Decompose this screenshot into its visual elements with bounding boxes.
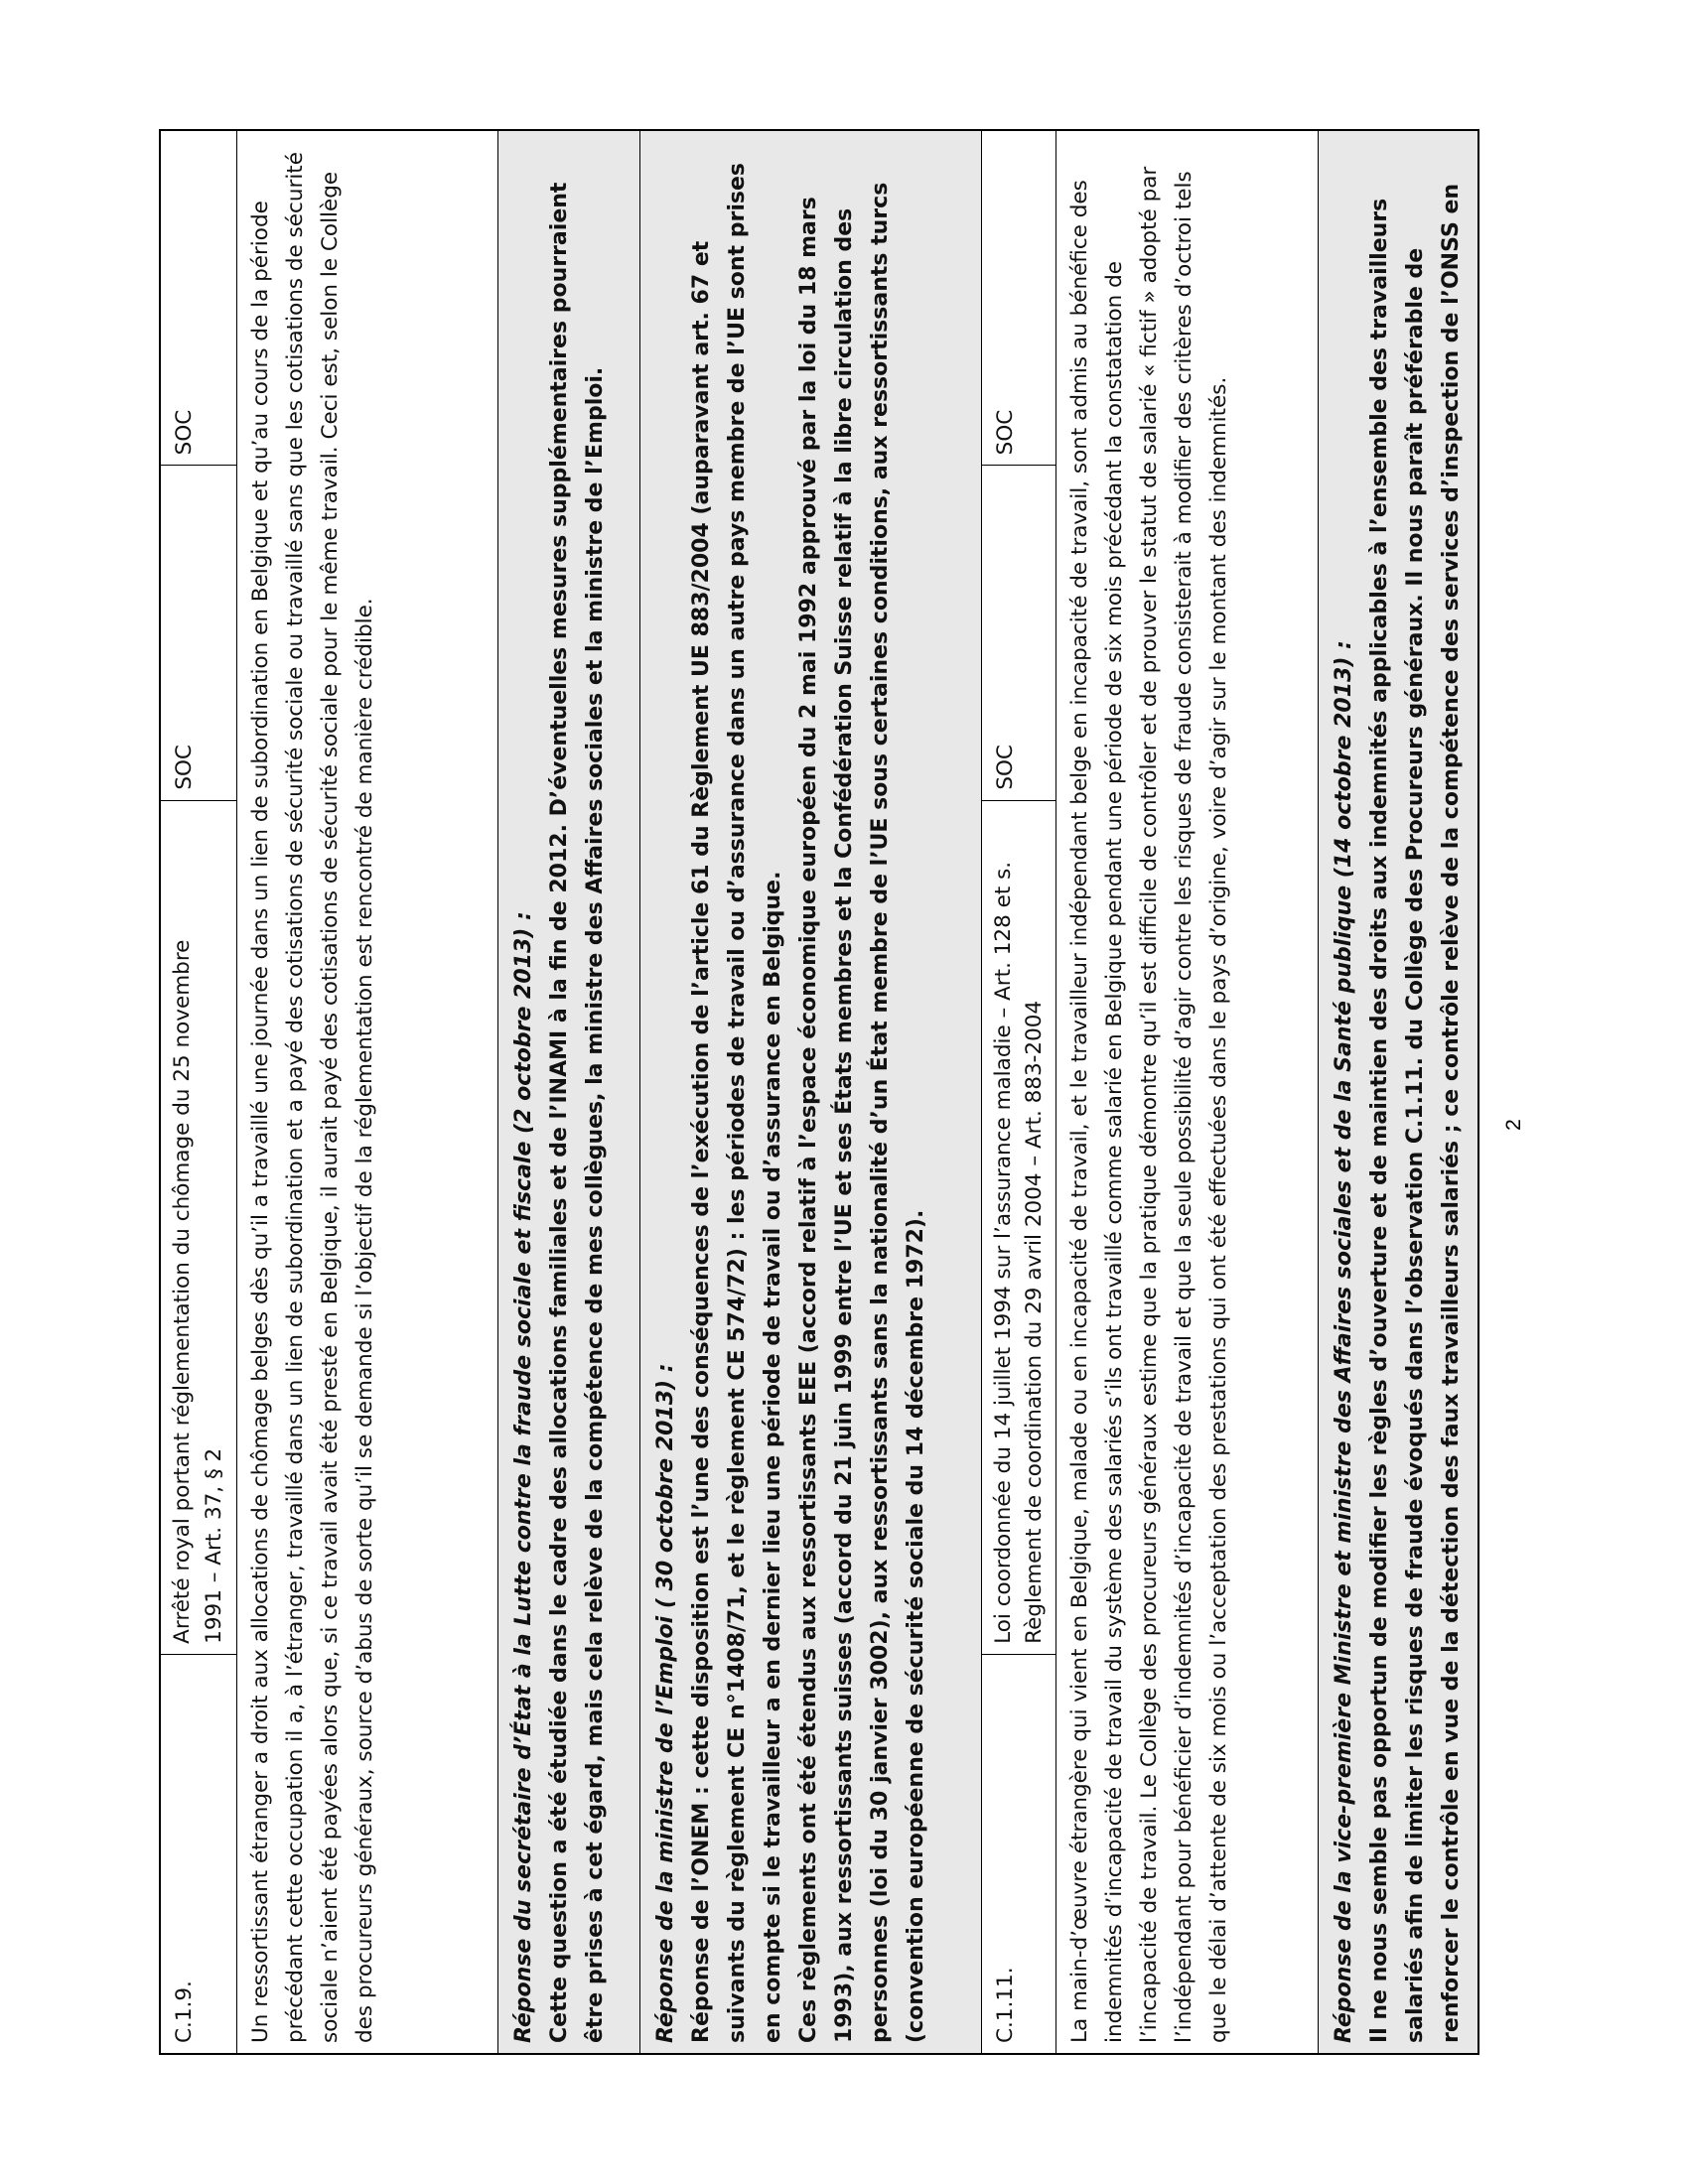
legal-reference: [161, 801, 236, 1655]
legal-reference-line: Règlement de coordination du 29 avril 2004 – Art. 883-2004: [1021, 1000, 1047, 1644]
legal-reference-line: 1991 – Art. 37, § 2: [202, 1447, 226, 1644]
response-body: Cette question a été étudiée dans le cadre des allocations familiales et de l’INAMI à la fin de 2012. D’éventuelles mesures supplémentaires pourraient être prises à cet égard, mais cela relève de la compétence de mes collègues, la ministre des Affaires sociales et la ministre de l’Emploi.: [546, 182, 608, 2043]
observation-description: Un ressortissant étranger a droit aux allocations de chômage belges dès qu’il a travaillé une journée dans un lien de subordination en Belgique et qu’au cours de la période précédant cette occupation il a, à l’étranger, travaillé dans un lien de subordination et a payé des cotisations de sécurité sociale ou travaillé sans que les cotisations de sécurité sociale n’aient été payées alors que, si ce travail avait été presté en Belgique, il aurait payé des cotisations de sécurité sociale pour le même travail. Ceci est, selon le Collège des procureurs généraux, source d’abus de sorte qu’il se demande si l’objectif de la réglementation est rencontré de manière crédible.: [248, 152, 377, 2043]
response-body: Il ne nous semble pas opportun de modifier les règles d’ouverture et de maintien des droits aux indemnités applicables à l’ensemble des travailleurs salariés afin de limiter les risques de fraude évoqués dans l’observation C.1.11. du Collège des Procureurs généraux. Il nous paraît préférable de renforcer le contrôle en vue de la détection des faux travailleurs salariés ; ce contrôle relève de la compétence des services d’inspection de l’ONSS en: [1367, 183, 1465, 2043]
competence-cell: SOC: [982, 131, 1055, 466]
legal-reference: [982, 801, 1055, 1655]
competence-cell: SOC: [161, 466, 236, 800]
observation-code: C.1.9.: [172, 1980, 197, 2043]
rotated-sheet: [159, 129, 1479, 2055]
competence-cell: SOC: [161, 131, 236, 466]
legal-reference-line: Loi coordonnée du 14 juillet 1994 sur l’assurance maladie – Art. 128 et s.: [990, 861, 1016, 1644]
response-row: [1319, 131, 1477, 2053]
table-row: [161, 131, 237, 2053]
observation-code: C.1.11.: [992, 1967, 1018, 2043]
response-block: [1319, 131, 1477, 2053]
response-paragraph: Réponse de l’ONEM : cette disposition est l’une des conséquences de l’exécution de l’article 61 du Règlement UE 883/2004 (auparavant art. 67 et suivants du règlement CE n°1408/71, et le règlement CE 574/72) : les périodes de travail ou d’assurance dans un autre pays membre de l’UE sont prises en compte si le travailleur a en dernier lieu une période de travail ou d’assurance en Belgique.: [688, 163, 785, 2043]
page-number: 2: [1502, 1119, 1525, 1131]
legal-reference-line: Arrêté royal portant réglementation du chômage du 25 novembre: [170, 939, 195, 1644]
rotated-content: [159, 129, 1479, 2055]
observations-table: [159, 129, 1479, 2055]
response-heading: Réponse du secrétaire d’État à la Lutte contre la fraude sociale et fiscale (2 octobre 2013) :: [510, 911, 536, 2043]
table-row: [237, 131, 498, 2053]
response-block: [640, 131, 981, 2053]
response-body: [684, 141, 934, 2043]
table-row: [982, 131, 1056, 2053]
competence-cell: SOC: [982, 466, 1055, 800]
observation-description: La main-d’œuvre étrangère qui vient en Belgique, malade ou en incapacité de travail, et le travailleur indépendant belge en incapacité de travail, sont admis au bénéfice des indemnités d’incapacité de travail du système des salariés s’ils ont travaillé comme salarié en Belgique pendant une période de six mois précédant la constatation de l’incapacité de travail. Le Collège des procureurs généraux estime que la pratique démontre qu’il est difficile de contrôler et de prouver le statut de salarié « fictif » adopté par l’indépendant pour bénéficier d’indemnités d’incapacité de travail et que la seule possibilité d’agir contre les risques de fraude consisterait à modifier des critères d’octroi tels que le délai d’attente de six mois ou l’acceptation des prestations qui ont été effectuées dans le pays d’origine, voire d’agir sur le montant des indemnités.: [1066, 166, 1231, 2043]
response-paragraph: Ces règlements ont été étendus aux ressortissants EEE (accord relatif à l’espace économique européen du 2 mai 1992 approuvé par la loi du 18 mars 1993), aux ressortissants suisses (accord du 21 juin 1999 entre l’UE et ses États membres et la Confédération Suisse relatif à la libre circulation des personnes (loi du 30 janvier 3002), aux ressortissants sans la nationalité d’un État membre de l’UE sous certaines conditions, aux ressortissants turcs (convention européenne de sécurité sociale du 14 décembre 1972).: [795, 182, 928, 2043]
response-row: [498, 131, 640, 2053]
response-row: [640, 131, 982, 2053]
response-heading: Réponse de la vice-première Ministre et ministre des Affaires sociales et de la Santé publique (14 octobre 2013) :: [1332, 640, 1357, 2043]
response-heading: Réponse de la ministre de l’Emploi ( 30 octobre 2013) :: [652, 1363, 678, 2043]
table-row: [1056, 131, 1319, 2053]
response-block: [498, 131, 639, 2053]
